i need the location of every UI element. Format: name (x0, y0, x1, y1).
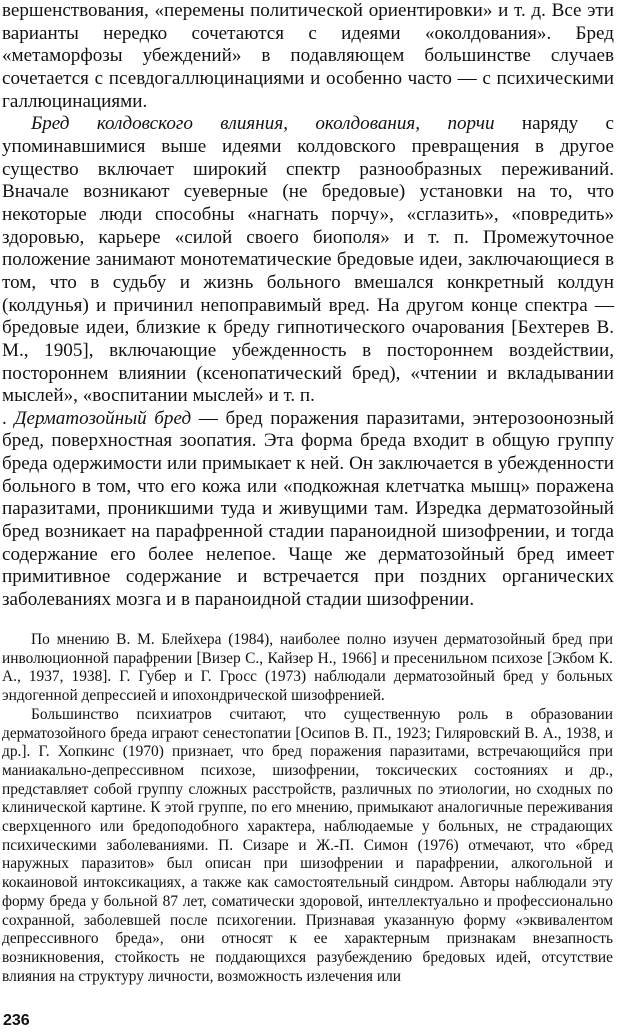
small-paragraph-bleikher: По мнению В. М. Блейхера (1984), наиболее полно изучен дерматозойный бред при инволюционной парафрении [Визер С., Кайзер Н., 1966] и пресенильном психозе [Экбом К. А., 1937, 1938]. Г. Губер и Г. Гросс (1973) наблюдали дерматозойный бред у больных эндогенной депрессией и ипохондрической шизофренией. (2, 631, 613, 705)
paragraph-dermatozoic-delusion (2, 408, 614, 612)
small-print-block (2, 631, 613, 986)
dermatozoic-delusion-heading: Дерматозойный бред (14, 407, 192, 429)
main-text-block (2, 0, 614, 612)
small-paragraph-senestopathies: Большинство психиатров считают, что существенную роль в образовании дерматозойного бреда играют сенестопатии [Осипов В. П., 1923; Гиляровский В. А., 1938, и др.]. Г. Хопкинс (1970) признает, что бред поражения паразитами, встречающийся при маниакально-депрессивном психозе, шизофрении, токсических состояниях и др., представляет собой группу сложных расстройств, различных по этиологии, но сходных по клинической картине. К этой группе, по его мнению, примыкают аналогичные переживания сверхценного или бредоподобного характера, наблюдаемые у больных, не страдающих психическими заболеваниями. П. Сизаре и Ж.-П. Симон (1976) отмечают, что «бред наружных паразитов» был описан при шизофрении и парафрении, алкогольной и кокаиновой интоксикациях, а также как самостоятельный синдром. Авторы наблюдали эту форму бреда у больной 87 лет, соматически здоровой, интеллектуально и профессионально сохранной, заболевшей после психогении. Признавая указанную форму «эквивалентом депрессивного бреда», они относят к ее характерным признакам внезапность возникновения, стойкость не поддающихся разубеждению бредовых идей, отсутствие влияния на структуру личности, возможность излечения или (2, 705, 613, 985)
witchcraft-delusion-text: наряду с упоминавшимися выше идеями колдовского превращения в другое существо включает широкий спектр разнообразных переживаний. Вначале возникают суеверные (не бредовые) установки на то, что некоторые люди способны «нагнать порчу», «сглазить», «повредить» здоровью, карьере «силой своего биополя» и т. п. Промежуточное положение занимают монотематические бредовые идеи, заключающиеся в том, что в судьбу и жизнь больного вмешался конкретный колдун (колдунья) и причинил непоправимый вред. На другом конце спектра — бредовые идеи, близкие к бреду гипнотического очарования [Бехтерев В. М., 1905], включающие убежденность в постороннем воздействии, постороннем влиянии (ксенопатический бред), «чтении и вкладывании мыслей», «воспитании мыслей» и т. п. (2, 113, 614, 407)
page-number: 236 (3, 1012, 30, 1029)
dermatozoic-delusion-text: — бред поражения паразитами, энтерозоонозный бред, поверхностная зоопатия. Эта форма бреда входит в общую группу бреда одержимости или примыкает к ней. Он заключается в убежденности больного в том, что его кожа или «подкожная клетчатка мышц» поражена паразитами, проникшими туда и живущими там. Изредка дерматозойный бред возникает на парафренной стадии параноидной шизофрении, и тогда содержание его более нелепое. Чаще же дерматозойный бред имеет примитивное содержание и встречается при поздних органических заболеваниях мозга и в параноидной стадии шизофрении. (2, 407, 615, 611)
paragraph-metamorphosis-continuation: вершенствования, «перемены политической ориентировки» и т. д. Все эти варианты нередко сочетаются с идеями «околдования». Бред «метаморфозы убеждений» в подавляющем большинстве случаев сочетается с псевдогаллюцинациями и особенно часто — с психическими галлюцинациями. (2, 0, 614, 112)
paragraph-witchcraft-delusion (2, 113, 614, 408)
witchcraft-delusion-heading: Бред колдовского влияния, околдования, порчи (31, 113, 495, 135)
dermatozoic-lead-mark: . (2, 407, 15, 429)
